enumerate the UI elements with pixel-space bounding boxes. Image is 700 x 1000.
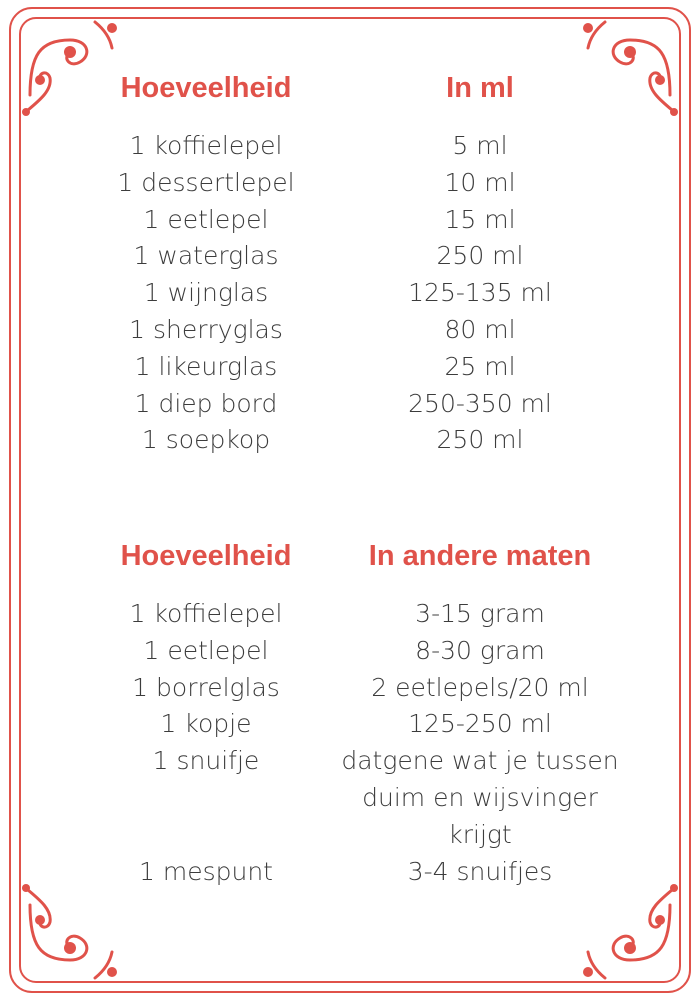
table-row bbox=[0, 670, 700, 707]
value-cell: 3-4 snuifjes bbox=[407, 856, 553, 886]
value-cell: 2 eetlepels/20 ml bbox=[371, 672, 589, 702]
table-row bbox=[0, 128, 700, 165]
quantity-cell: 1 borrelglas bbox=[132, 672, 280, 702]
table-row bbox=[0, 422, 700, 459]
table-row bbox=[0, 386, 700, 423]
value-cell: 10 ml bbox=[444, 167, 516, 197]
table-row bbox=[0, 238, 700, 275]
value-cell: 250 ml bbox=[436, 425, 524, 455]
header-quantity: Hoeveelheid bbox=[120, 72, 292, 104]
value-line: duim en wijsvinger bbox=[362, 782, 598, 812]
quantity-cell: 1 wijnglas bbox=[143, 278, 269, 308]
value-cell: 5 ml bbox=[452, 131, 508, 160]
value-cell: 250 ml bbox=[436, 241, 524, 271]
table-row bbox=[0, 312, 700, 349]
table-row bbox=[0, 202, 700, 239]
quantity-cell: 1 eetlepel bbox=[143, 204, 269, 234]
value-cell: 3-15 gram bbox=[415, 599, 545, 628]
value-cell: 8-30 gram bbox=[415, 635, 545, 665]
quantity-cell: 1 dessertlepel bbox=[117, 167, 295, 197]
quantity-cell: 1 diep bord bbox=[134, 388, 278, 418]
header-value: In ml bbox=[446, 72, 514, 104]
quantity-cell: 1 koffielepel bbox=[129, 599, 283, 628]
table-row bbox=[0, 633, 700, 670]
value-line: krijgt bbox=[448, 819, 512, 849]
header-value: In andere maten bbox=[368, 540, 592, 572]
quantity-cell: 1 sherryglas bbox=[129, 314, 283, 344]
value-cell: 80 ml bbox=[444, 314, 516, 344]
table-other-header bbox=[0, 536, 700, 580]
table-row bbox=[0, 349, 700, 386]
value-cell-multiline bbox=[330, 743, 630, 853]
quantity-cell: 1 snuifje bbox=[152, 746, 260, 776]
quantity-cell: 1 eetlepel bbox=[143, 635, 269, 665]
value-line: datgene wat je tussen bbox=[341, 746, 619, 776]
quantity-cell: 1 soepkop bbox=[141, 425, 271, 455]
table-row bbox=[0, 706, 700, 743]
header-quantity: Hoeveelheid bbox=[120, 540, 292, 572]
value-cell: 250-350 ml bbox=[408, 388, 552, 418]
quantity-cell: 1 koffielepel bbox=[129, 131, 283, 160]
table-row bbox=[0, 596, 700, 633]
table-other bbox=[0, 536, 700, 890]
table-row bbox=[0, 275, 700, 312]
quantity-cell: 1 waterglas bbox=[133, 241, 279, 271]
table-row bbox=[0, 165, 700, 202]
value-cell: 25 ml bbox=[444, 351, 516, 381]
table-row bbox=[0, 743, 700, 853]
quantity-cell: 1 likeurglas bbox=[134, 351, 278, 381]
quantity-cell: 1 kopje bbox=[160, 709, 252, 739]
value-cell: 15 ml bbox=[444, 204, 516, 234]
table-row bbox=[0, 854, 700, 891]
quantity-cell: 1 mespunt bbox=[139, 856, 273, 886]
value-cell: 125-250 ml bbox=[408, 709, 552, 739]
value-cell: 125-135 ml bbox=[408, 278, 552, 308]
table-ml-header bbox=[0, 68, 700, 112]
table-ml bbox=[0, 68, 700, 459]
